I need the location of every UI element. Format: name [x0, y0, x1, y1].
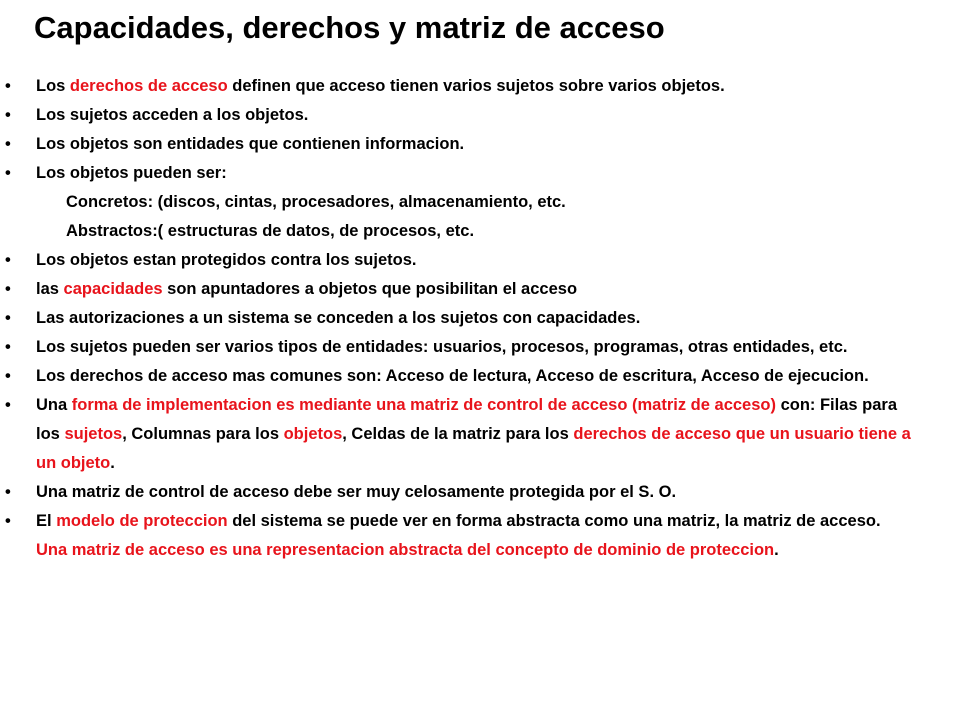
text-run: Los sujetos acceden a los objetos.: [36, 106, 309, 124]
bullet-item: [36, 246, 916, 275]
text-run: Los: [36, 77, 70, 95]
bullet-item: [36, 391, 916, 478]
text-run: .: [110, 454, 115, 472]
text-run: con: Filas para los: [36, 396, 898, 443]
highlighted-text: sujetos: [64, 425, 123, 443]
text-run: , Celdas de la matriz para los: [342, 425, 574, 443]
text-run: Las autorizaciones a un sistema se conceden a los sujetos con capacidades.: [36, 309, 641, 327]
text-run: Los objetos son entidades que contienen informacion.: [36, 135, 465, 153]
bullet-item: [36, 304, 916, 333]
highlighted-text: forma de implementacion es mediante una matriz de control de acceso (matriz de acceso): [71, 396, 776, 414]
bullet-item: [36, 130, 916, 159]
text-run: Los objetos pueden ser:: [36, 164, 227, 182]
text-run: Los sujetos pueden ser varios tipos de entidades: usuarios, procesos, programas, otras entidades, etc.: [36, 338, 848, 356]
text-run: Los derechos de acceso mas comunes son: Acceso de lectura, Acceso de escritura, Acceso de ejecucion.: [36, 367, 869, 385]
bullet-item: [36, 72, 916, 101]
bullet-item: [36, 275, 916, 304]
text-run: Una matriz de control de acceso debe ser muy celosamente protegida por el S. O.: [36, 483, 677, 501]
text-run: , Columnas para los: [122, 425, 284, 443]
text-run: El: [36, 512, 57, 530]
bullet-item: [36, 101, 916, 130]
sub-item: [36, 188, 916, 217]
text-run: Concretos: (discos, cintas, procesadores, almacenamiento, etc.: [66, 193, 566, 211]
text-run: son apuntadores a objetos que posibilitan el acceso: [162, 280, 578, 298]
highlighted-text: derechos de acceso: [69, 77, 228, 95]
text-run: definen que acceso tienen varios sujetos sobre varios objetos.: [227, 77, 725, 95]
text-run: Una: [36, 396, 72, 414]
highlighted-text: Una matriz de acceso es una representacion abstracta del concepto de dominio de proteccion: [36, 541, 775, 559]
highlighted-text: objetos: [283, 425, 343, 443]
bullet-item: [36, 159, 916, 188]
bullet-item: [36, 507, 916, 565]
slide-title: Capacidades, derechos y matriz de acceso: [34, 10, 665, 45]
bullet-item: [36, 478, 916, 507]
text-run: del sistema se puede ver en forma abstracta como una matriz, la matriz de acceso.: [227, 512, 881, 530]
sub-item: [36, 217, 916, 246]
text-run: las: [36, 280, 64, 298]
text-run: Los objetos estan protegidos contra los sujetos.: [36, 251, 417, 269]
highlighted-text: derechos de acceso que un usuario tiene a un objeto: [36, 425, 911, 472]
text-run: .: [774, 541, 779, 559]
highlighted-text: capacidades: [63, 280, 163, 298]
bullet-item: [36, 362, 916, 391]
bullet-list: [36, 72, 916, 565]
bullet-item: [36, 333, 916, 362]
highlighted-text: modelo de proteccion: [56, 512, 228, 530]
text-run: Abstractos:( estructuras de datos, de procesos, etc.: [66, 222, 475, 240]
